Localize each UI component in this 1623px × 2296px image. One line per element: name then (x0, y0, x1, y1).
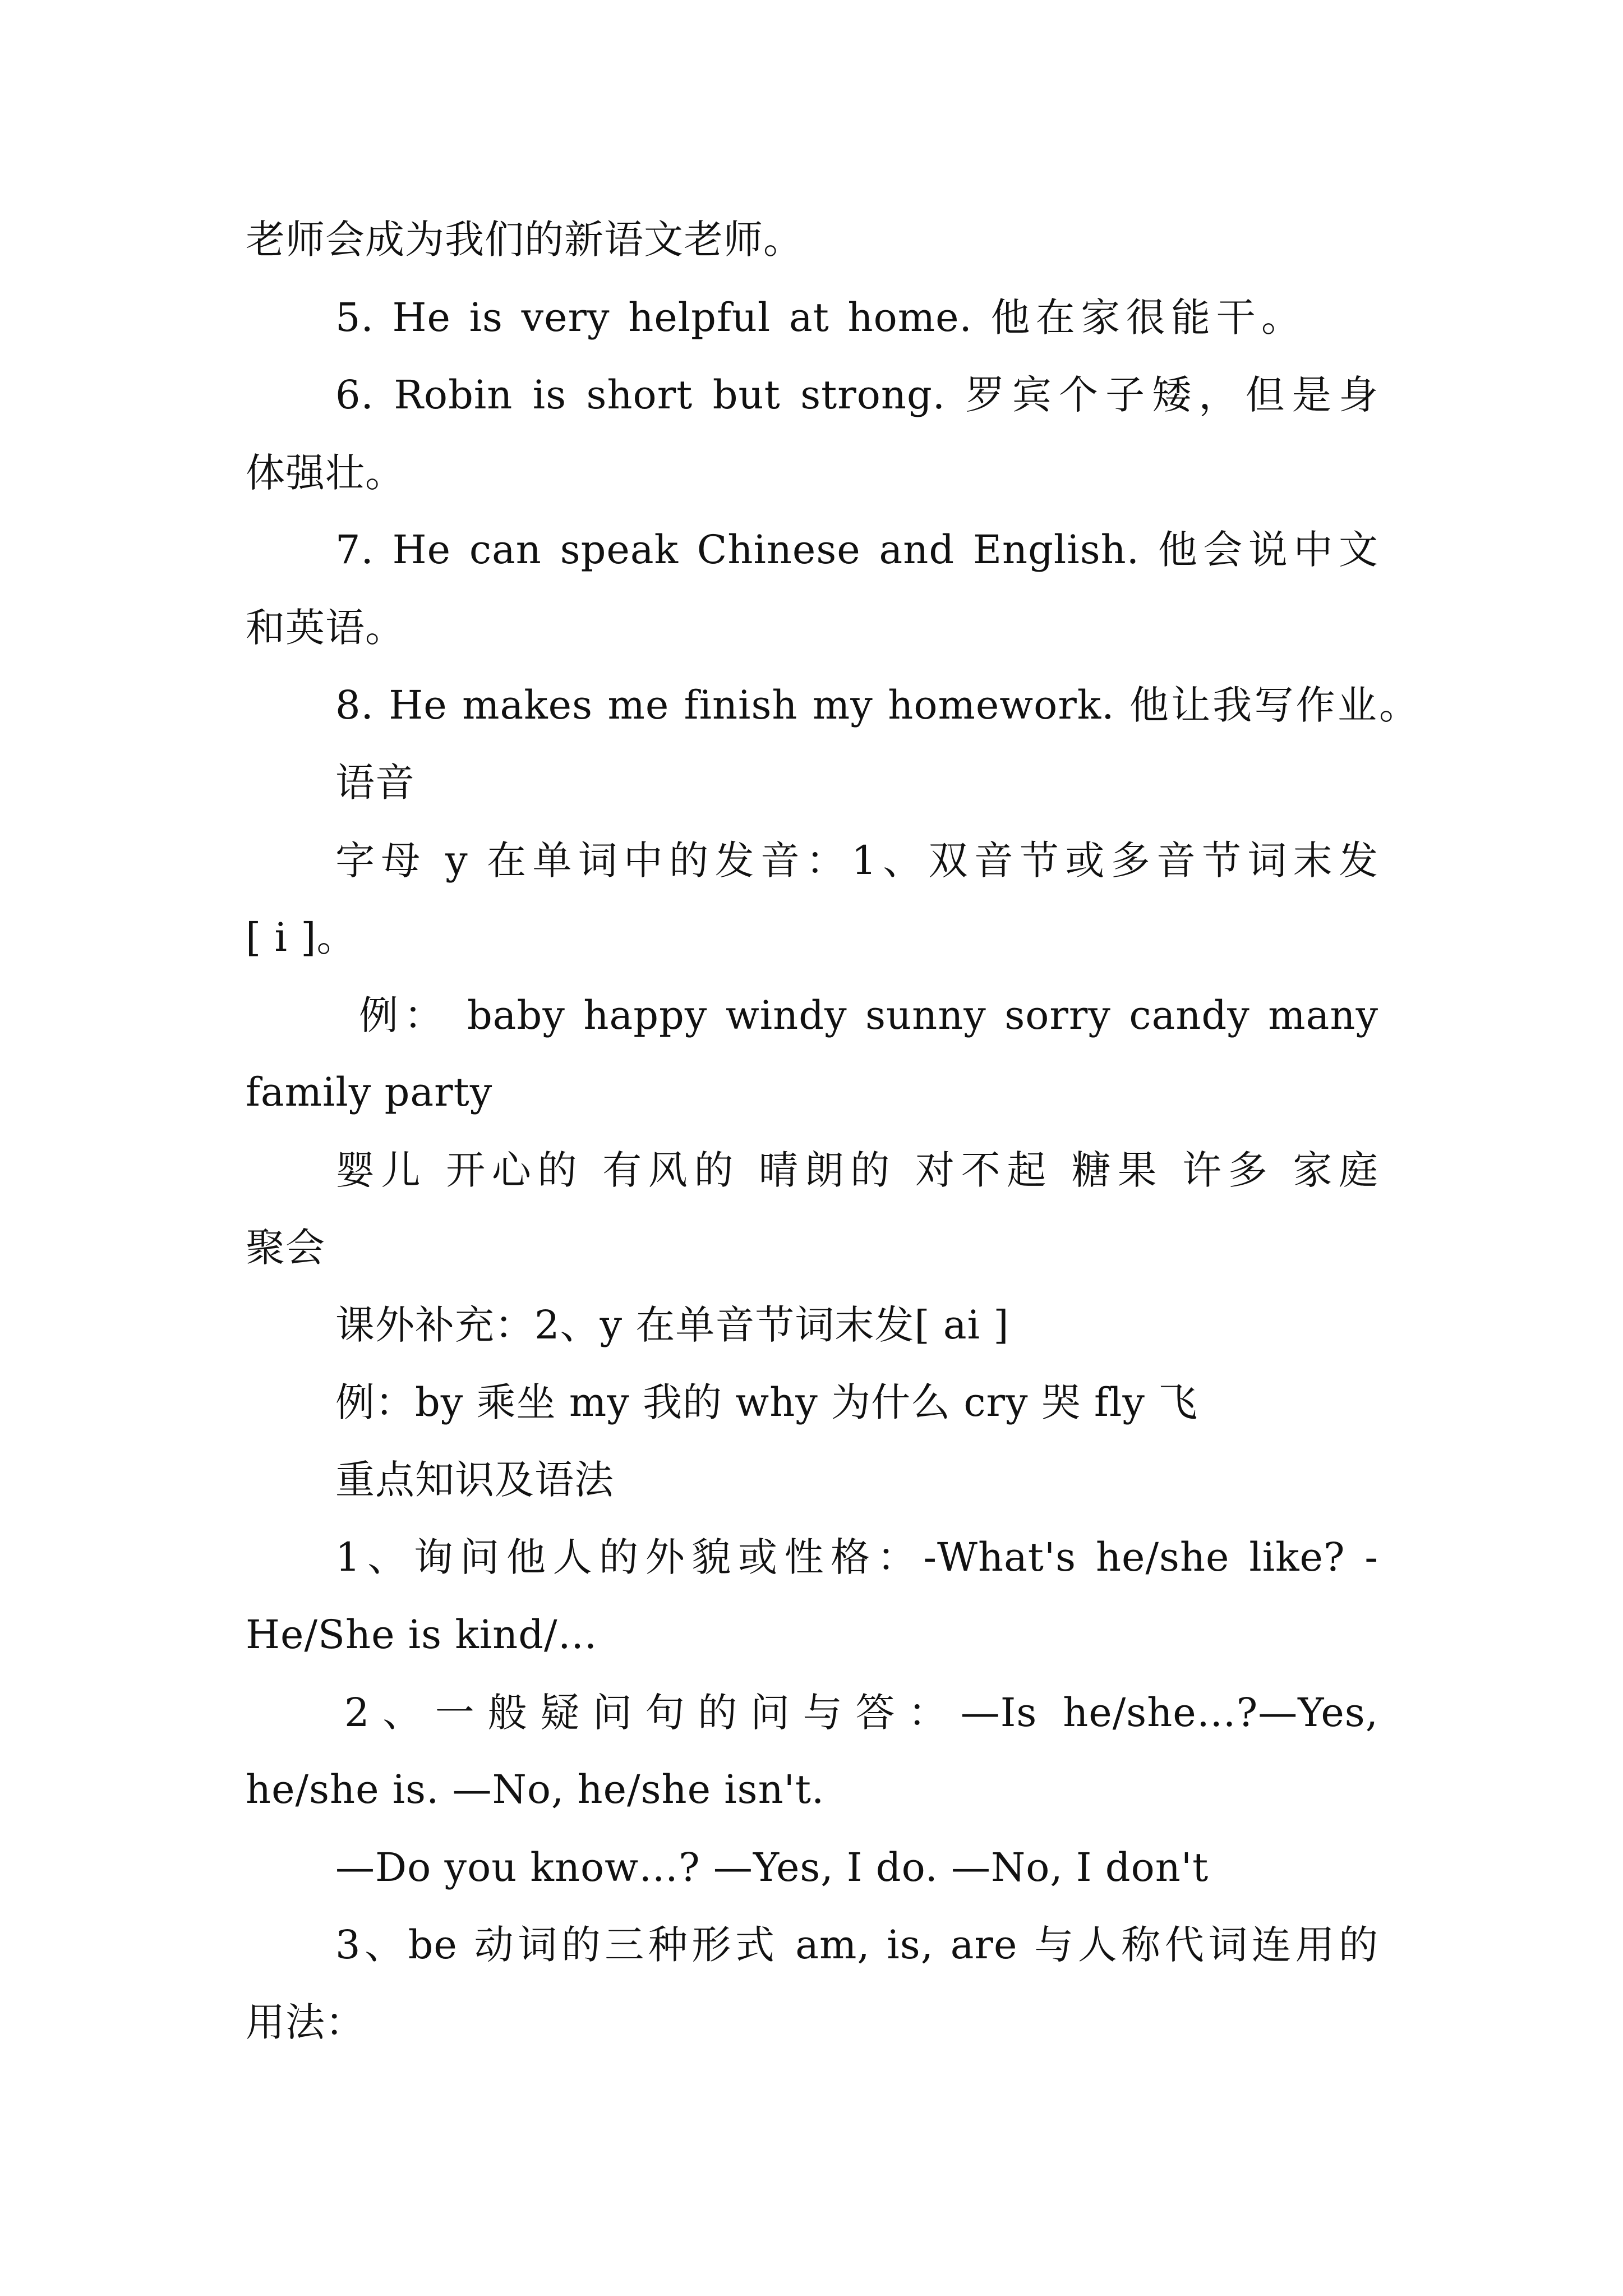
section-heading-grammar: 重点知识及语法 (335, 1457, 614, 1503)
text-line-21: he/she is. —No, he/she isn't. (246, 1766, 825, 1812)
text-line-1: 老师会成为我们的新语文老师。 (246, 217, 803, 263)
text-line-16: 例：by 乘坐 my 我的 why 为什么 cry 哭 fly 飞 (335, 1379, 1198, 1425)
text-line-9: 字母 y 在单词中的发音：1、双音节或多音节词末发 (335, 838, 1378, 884)
text-line-4: 体强壮。 (246, 450, 405, 496)
text-line-10: [ i ]。 (246, 914, 357, 960)
text-line-22: —Do you know…? —Yes, I do. —No, I don't (335, 1844, 1209, 1890)
text-line-15: 课外补充：2、y 在单音节词末发[ ai ] (335, 1302, 1009, 1348)
text-line-7: 8. He makes me finish my homework. 他让我写作业。 (335, 682, 1419, 728)
text-line-14: 聚会 (246, 1225, 325, 1271)
text-line-13: 婴儿 开心的 有风的 晴朗的 对不起 糖果 许多 家庭 (335, 1147, 1378, 1193)
text-line-24: 用法： (246, 1999, 365, 2045)
text-line-2: 5. He is very helpful at home. 他在家很能干。 (335, 295, 1301, 341)
text-line-12: family party (246, 1069, 493, 1115)
text-line-23: 3、be 动词的三种形式 am, is, are 与人称代词连用的 (335, 1922, 1378, 1968)
text-line-20: 2、一般疑问句的问与答：—Is he/she…?—Yes, (344, 1690, 1378, 1736)
section-heading-phonetics: 语音 (335, 760, 415, 806)
text-line-6: 和英语。 (246, 605, 405, 651)
text-line-19: He/She is kind/… (246, 1612, 598, 1658)
text-line-5: 7. He can speak Chinese and English. 他会说中文 (335, 527, 1378, 573)
text-line-3: 6. Robin is short but strong. 罗宾个子矮，但是身 (335, 372, 1378, 418)
text-line-18: 1、询问他人的外貌或性格：-What's he/she like? - (335, 1534, 1378, 1580)
text-line-11: 例： baby happy windy sunny sorry candy many (359, 992, 1378, 1038)
